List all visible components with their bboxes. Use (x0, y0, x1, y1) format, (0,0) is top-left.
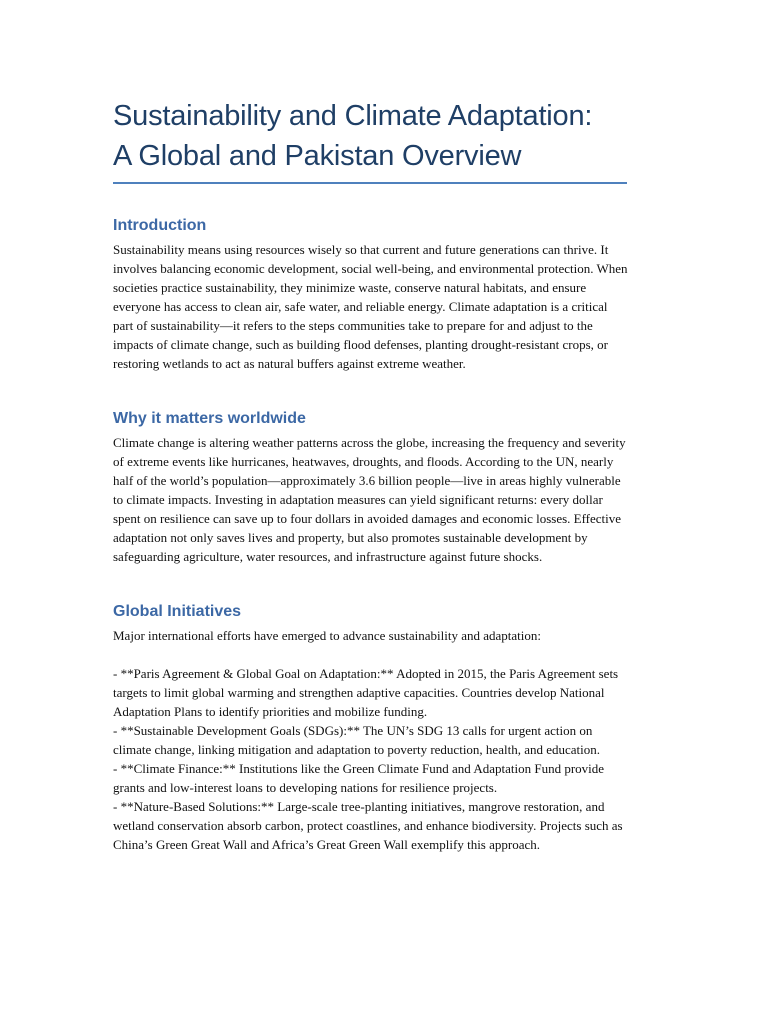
section-heading-why-it-matters: Why it matters worldwide (113, 410, 306, 427)
section-why-it-matters (113, 409, 628, 566)
list-item: - **Nature-Based Solutions:** Large-scale tree-planting initiatives, mangrove restoration, and wetland conservation absorb carbon, protect coastlines, and enhance biodiversity. Projects such as China’s Green Great Wall and Africa’s Great Green Wall exemplify this approach. (113, 799, 623, 852)
document-title (113, 96, 628, 176)
title-line-1: Sustainability and Climate Adaptation: (113, 100, 593, 132)
section-global-initiatives (113, 602, 628, 854)
list-item: - **Paris Agreement & Global Goal on Adaptation:** Adopted in 2015, the Paris Agreement sets targets to limit global warming and strengthen adaptive capacities. Countries develop National Adaptation Plans to identify priorities and mobilize funding. (113, 666, 619, 719)
paragraph-global-initiatives-intro: Major international efforts have emerged to advance sustainability and adaptation: (113, 628, 542, 643)
list-item: - **Sustainable Development Goals (SDGs):** The UN’s SDG 13 calls for urgent action on climate change, linking mitigation and adaptation to poverty reduction, health, and education. (113, 723, 600, 757)
paragraph-introduction: Sustainability means using resources wisely so that current and future generations can thrive. It involves balancing economic development, social well-being, and environmental protection. When societies practice sustainability, they minimize waste, conserve natural habitats, and ensure everyone has access to clean air, safe water, and reliable energy. Climate adaptation is a critical part of sustainability—it refers to the steps communities take to prepare for and adjust to the impacts of climate change, such as building flood defenses, planting drought-resistant crops, or restoring wetlands to act as natural buffers against extreme weather. (113, 242, 628, 371)
list-item: - **Climate Finance:** Institutions like the Green Climate Fund and Adaptation Fund provide grants and low-interest loans to developing nations for resilience projects. (113, 761, 605, 795)
section-heading-introduction: Introduction (113, 217, 207, 234)
document-content (113, 96, 628, 854)
initiatives-list (113, 664, 628, 854)
section-heading-global-initiatives: Global Initiatives (113, 603, 242, 620)
title-line-2: A Global and Pakistan Overview (113, 140, 522, 172)
paragraph-why-it-matters: Climate change is altering weather patterns across the globe, increasing the frequency and severity of extreme events like hurricanes, heatwaves, droughts, and floods. According to the UN, nearly half of the world’s population—approximately 3.6 billion people—live in areas highly vulnerable to climate impacts. Investing in adaptation measures can yield significant returns: every dollar spent on resilience can save up to four dollars in avoided damages and economic losses. Effective adaptation not only saves lives and property, but also promotes sustainable development by safeguarding agriculture, water resources, and infrastructure against future shocks. (113, 435, 626, 564)
section-introduction (113, 216, 628, 373)
